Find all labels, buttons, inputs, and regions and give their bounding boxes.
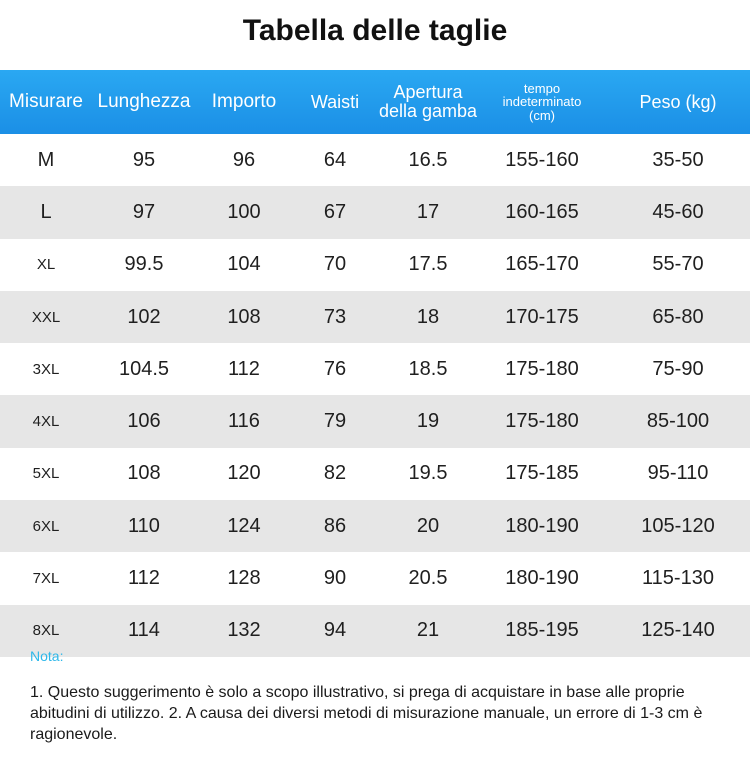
cell-waist: 90 xyxy=(323,567,347,590)
cell-size: XL xyxy=(36,256,56,274)
cell-length: 95 xyxy=(132,148,156,171)
cell-amount: 104 xyxy=(227,253,261,276)
size-table xyxy=(0,70,750,657)
cell-size: 3XL xyxy=(32,360,60,378)
note-label: Nota: xyxy=(30,648,64,664)
cell-length: 106 xyxy=(127,410,161,433)
cell-waist: 73 xyxy=(323,305,347,328)
cell-leg-opening: 17.5 xyxy=(408,253,448,276)
cell-waist: 64 xyxy=(323,148,347,171)
cell-leg-opening: 17 xyxy=(416,200,440,223)
cell-leg-opening: 18 xyxy=(416,305,440,328)
header-time-line1: tempo xyxy=(523,80,561,96)
cell-amount: 128 xyxy=(227,567,261,590)
cell-height: 185-195 xyxy=(505,619,579,642)
cell-waist: 79 xyxy=(323,410,347,433)
cell-amount: 116 xyxy=(228,410,260,433)
header-amount: Importo xyxy=(211,91,277,113)
cell-length: 114 xyxy=(128,619,160,642)
table-row xyxy=(0,552,750,604)
cell-height: 170-175 xyxy=(505,305,579,328)
cell-waist: 94 xyxy=(323,619,347,642)
table-row xyxy=(0,500,750,552)
header-length: Lunghezza xyxy=(97,91,191,113)
cell-length: 110 xyxy=(128,514,160,537)
note-text: 1. Questo suggerimento è solo a scopo illustrativo, si prega di acquistare in base alle proprie abitudini di utilizzo. 2. A causa dei diversi metodi di misurazione manuale, un errore di 1-3 cm è ragionevole. xyxy=(30,684,703,743)
cell-amount: 112 xyxy=(228,357,260,380)
cell-size: 6XL xyxy=(32,517,60,535)
header-time-line3: (cm) xyxy=(529,107,555,123)
header-height xyxy=(478,82,606,123)
cell-waist: 86 xyxy=(323,514,347,537)
cell-height: 165-170 xyxy=(505,253,579,276)
cell-leg-opening: 20 xyxy=(416,514,440,537)
cell-weight: 125-140 xyxy=(641,619,715,642)
page-title: Tabella delle taglie xyxy=(242,14,508,47)
cell-leg-opening: 20.5 xyxy=(408,567,448,590)
cell-weight: 85-100 xyxy=(646,410,710,433)
table-row xyxy=(0,239,750,291)
header-leg-line1: Apertura xyxy=(393,82,463,103)
cell-size: 7XL xyxy=(32,570,60,588)
cell-length: 99.5 xyxy=(124,253,164,276)
cell-leg-opening: 21 xyxy=(416,619,440,642)
cell-amount: 100 xyxy=(227,200,261,223)
cell-waist: 70 xyxy=(323,253,347,276)
cell-amount: 96 xyxy=(232,148,256,171)
cell-size: XXL xyxy=(31,308,61,326)
table-row xyxy=(0,605,750,657)
cell-size: 5XL xyxy=(32,465,60,483)
cell-weight: 55-70 xyxy=(652,253,704,276)
table-row xyxy=(0,343,750,395)
cell-size: M xyxy=(37,148,55,171)
cell-weight: 65-80 xyxy=(652,305,704,328)
table-row xyxy=(0,395,750,447)
cell-height: 180-190 xyxy=(505,567,579,590)
table-header xyxy=(0,70,750,134)
cell-weight: 105-120 xyxy=(641,514,715,537)
table-row xyxy=(0,186,750,238)
cell-leg-opening: 19.5 xyxy=(408,462,448,485)
cell-length: 112 xyxy=(128,567,160,590)
cell-height: 175-180 xyxy=(505,410,579,433)
table-row xyxy=(0,134,750,186)
cell-height: 175-185 xyxy=(505,462,579,485)
cell-size: 8XL xyxy=(32,622,60,640)
header-size: Misurare xyxy=(9,91,83,113)
cell-weight: 95-110 xyxy=(647,462,709,485)
cell-height: 180-190 xyxy=(505,514,579,537)
cell-weight: 35-50 xyxy=(652,148,704,171)
cell-length: 102 xyxy=(127,305,161,328)
table-row xyxy=(0,291,750,343)
cell-waist: 67 xyxy=(323,200,347,223)
header-leg-line2: della gamba xyxy=(378,101,478,121)
cell-size: L xyxy=(40,200,52,223)
cell-amount: 120 xyxy=(227,462,261,485)
header-waist: Waisti xyxy=(310,91,360,112)
header-leg-opening xyxy=(378,83,478,121)
cell-weight: 75-90 xyxy=(652,357,704,380)
cell-amount: 124 xyxy=(227,514,261,537)
cell-weight: 115-130 xyxy=(642,567,714,590)
cell-height: 155-160 xyxy=(505,148,579,171)
cell-weight: 45-60 xyxy=(652,200,704,223)
cell-length: 104.5 xyxy=(118,357,170,380)
cell-amount: 108 xyxy=(227,305,261,328)
cell-height: 175-180 xyxy=(505,357,579,380)
cell-leg-opening: 16.5 xyxy=(408,148,448,171)
table-row xyxy=(0,448,750,500)
cell-height: 160-165 xyxy=(505,200,579,223)
cell-amount: 132 xyxy=(227,619,261,642)
header-time-line2: indeterminato xyxy=(502,94,582,110)
table-body xyxy=(0,134,750,657)
cell-length: 97 xyxy=(132,200,156,223)
cell-size: 4XL xyxy=(32,413,60,431)
header-weight: Peso (kg) xyxy=(639,91,717,112)
cell-leg-opening: 18.5 xyxy=(408,357,448,380)
cell-waist: 82 xyxy=(323,462,347,485)
cell-length: 108 xyxy=(127,462,161,485)
cell-leg-opening: 19 xyxy=(416,410,440,433)
cell-waist: 76 xyxy=(323,357,347,380)
